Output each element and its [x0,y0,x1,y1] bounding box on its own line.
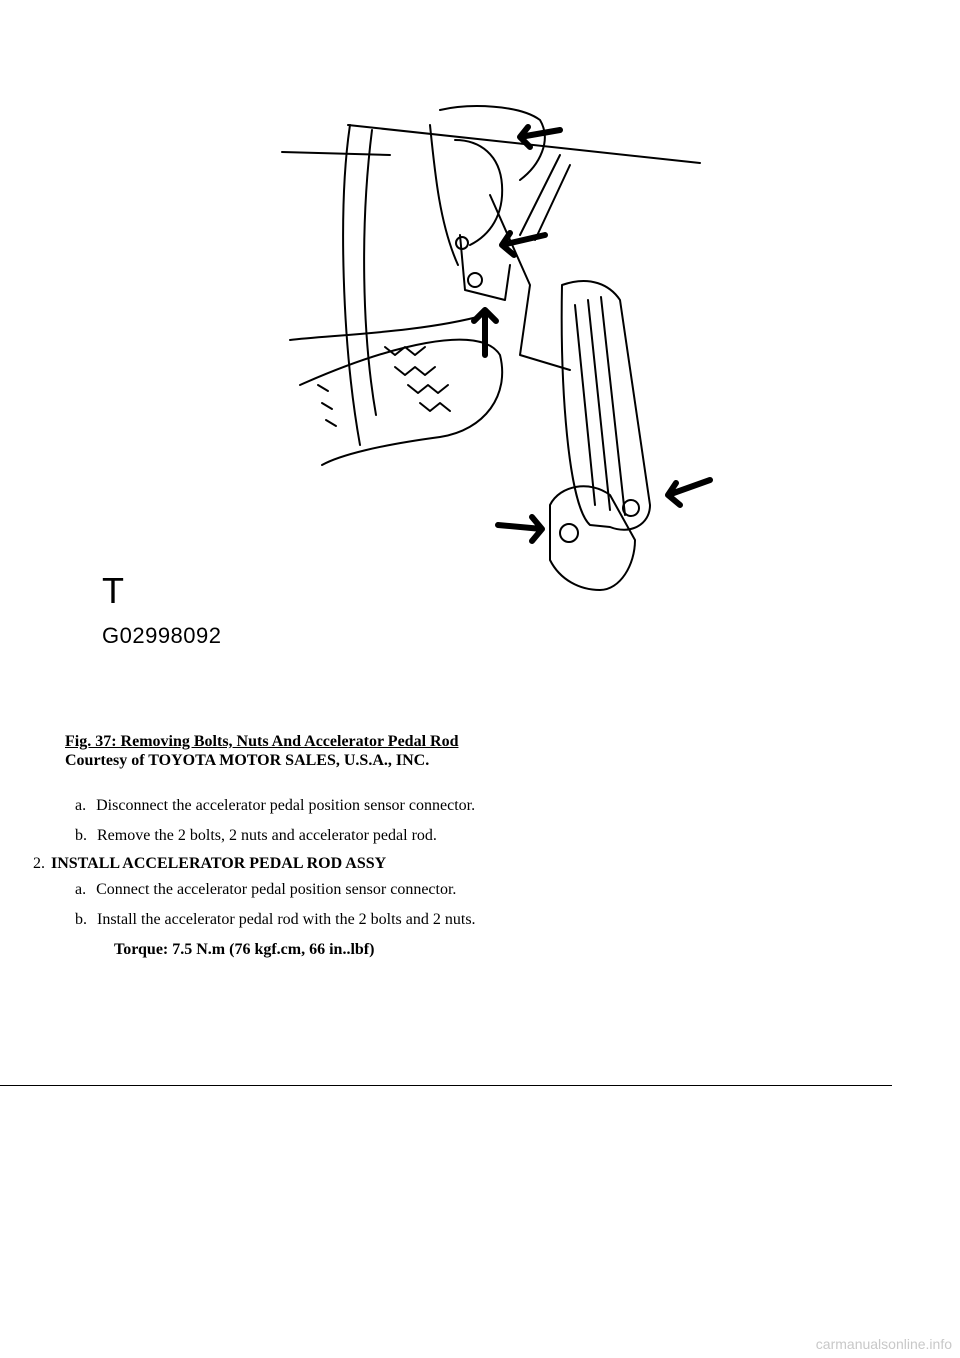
step-item [75,910,476,930]
accelerator-pedal-illustration [90,85,730,665]
step-marker: a. [75,881,87,898]
figure-caption-credit: Courtesy of TOYOTA MOTOR SALES, U.S.A., INC. [65,752,430,769]
figure-code: G02998092 [102,623,222,648]
step-item [75,880,456,900]
step-marker: b. [75,911,87,928]
footer-divider [0,1085,892,1086]
step-text: Install the accelerator pedal rod with the 2 bolts and 2 nuts. [97,911,476,928]
step-marker: a. [75,797,87,814]
step-number: 2. [33,855,45,872]
figure-caption [65,732,458,770]
step-text: Remove the 2 bolts, 2 nuts and accelerator pedal rod. [97,827,437,844]
step-item [75,796,475,816]
install-heading-line [33,854,386,874]
step-text: Disconnect the accelerator pedal position sensor connector. [96,797,476,814]
step-marker: b. [75,827,87,844]
figure-caption-title: Fig. 37: Removing Bolts, Nuts And Accelerator Pedal Rod [65,733,459,750]
step-text: Connect the accelerator pedal position sensor connector. [96,881,457,898]
install-heading: INSTALL ACCELERATOR PEDAL ROD ASSY [51,855,387,872]
torque-spec: Torque: 7.5 N.m (76 kgf.cm, 66 in..lbf) [114,941,375,958]
step-item [75,826,437,846]
figure-reference-letter: T [102,570,124,611]
site-watermark: carmanualsonline.info [815,1336,952,1352]
